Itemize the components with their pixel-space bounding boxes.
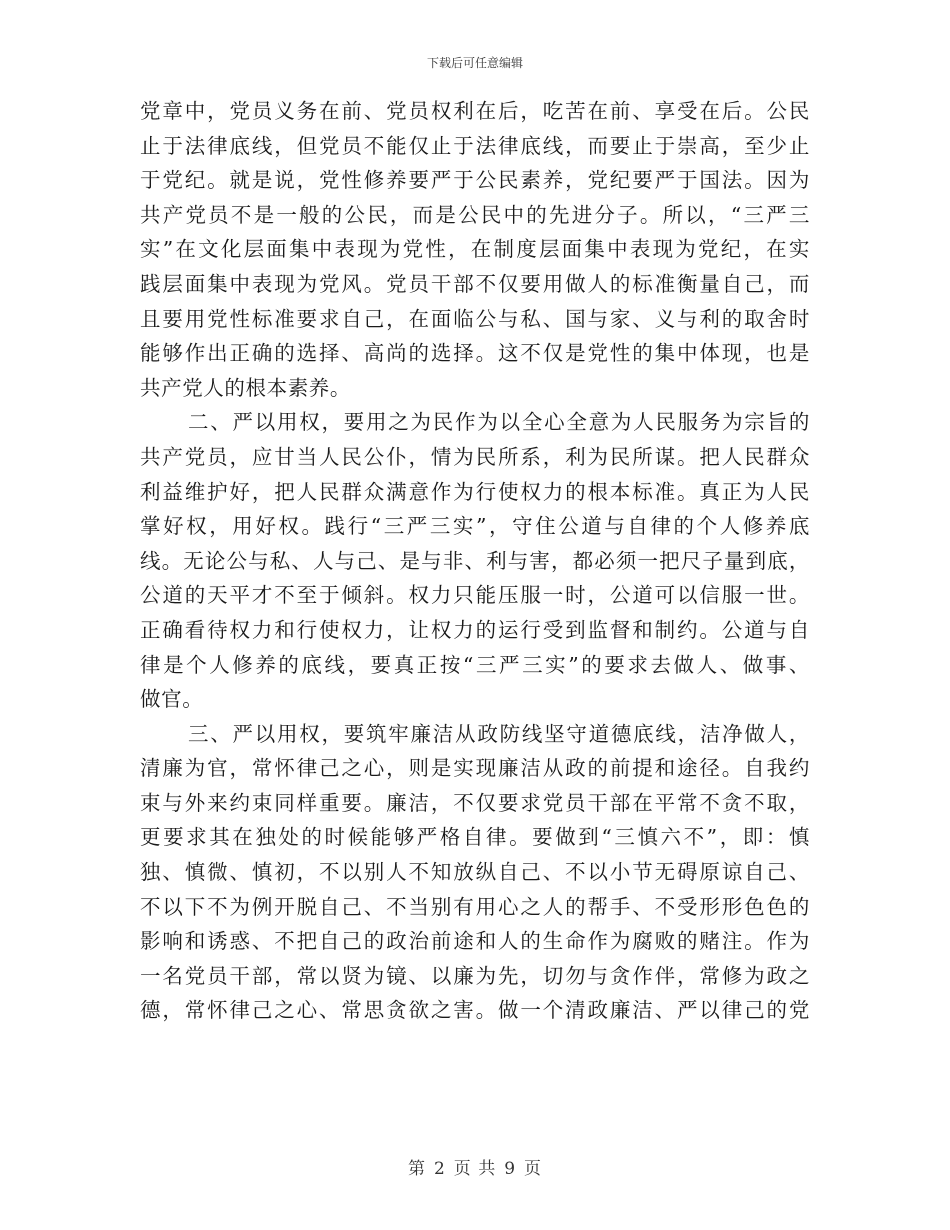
text-line: 且要用党性标准要求自己，在面临公与私、国与家、义与利的取舍时 bbox=[140, 306, 810, 331]
paragraph-start-line: 二、严以用权，要用之为民作为以全心全意为人民服务为宗旨的 bbox=[188, 410, 810, 435]
text-line: 践层面集中表现为党风。党员干部不仅要用做人的标准衡量自己，而 bbox=[140, 271, 810, 296]
page-footer bbox=[0, 1154, 950, 1179]
text-line: 德，常怀律己之心、常思贪欲之害。做一个清政廉洁、严以律己的党 bbox=[140, 998, 810, 1023]
text-line: 党章中，党员义务在前、党员权利在后，吃苦在前、享受在后。公民 bbox=[140, 99, 810, 123]
text-line: 利益维护好，把人民群众满意作为行使权力的根本标准。真正为人民 bbox=[140, 479, 810, 504]
text-line: 一名党员干部，常以贤为镜、以廉为先，切勿与贪作伴，常修为政之 bbox=[140, 963, 810, 988]
footer-middle: 页 共 bbox=[453, 1159, 497, 1179]
text-line: 共产党员，应甘当人民公仆，情为民所系，利为民所谋。把人民群众 bbox=[140, 444, 810, 469]
text-line: 独、慎微、慎初，不以别人不知放纵自己、不以小节无碍原谅自己、 bbox=[140, 860, 810, 885]
text-line: 正确看待权力和行使权力，让权力的运行受到监督和制约。公道与自 bbox=[140, 617, 810, 642]
paragraph-start-line: 三、严以用权，要筑牢廉洁从政防线坚守道德底线，洁净做人， bbox=[188, 721, 810, 746]
text-line: 影响和诱惑、不把自己的政治前途和人的生命作为腐败的赌注。作为 bbox=[140, 929, 810, 954]
page-header: 下载后可任意编辑 bbox=[426, 56, 523, 70]
footer-prefix: 第 bbox=[407, 1159, 426, 1179]
text-line: 更要求其在独处的时候能够严格自律。要做到“三慎六不”，即：慎 bbox=[140, 825, 810, 850]
text-line: 共产党人的根本素养。 bbox=[140, 375, 351, 400]
text-line: 线。无论公与私、人与己、是与非、利与害，都必须一把尺子量到底， bbox=[140, 548, 810, 573]
footer-suffix: 页 bbox=[524, 1159, 543, 1179]
text-line: 能够作出正确的选择、高尚的选择。这不仅是党性的集中体现，也是 bbox=[140, 341, 810, 366]
text-line: 律是个人修养的底线，要真正按“三严三实”的要求去做人、做事、 bbox=[140, 652, 810, 677]
current-page-number: 2 bbox=[433, 1159, 446, 1179]
text-line: 共产党员不是一般的公民，而是公民中的先进分子。所以，“三严三 bbox=[140, 202, 810, 227]
text-line: 掌好权，用好权。践行“三严三实”，守住公道与自律的个人修养底 bbox=[140, 514, 810, 539]
text-line: 公道的天平才不至于倾斜。权力只能压服一时，公道可以信服一世。 bbox=[140, 583, 810, 608]
text-line: 实”在文化层面集中表现为党性，在制度层面集中表现为党纪，在实 bbox=[140, 237, 810, 262]
total-pages-number: 9 bbox=[504, 1159, 517, 1179]
text-line: 做官。 bbox=[140, 687, 204, 712]
text-line: 不以下不为例开脱自己、不当别有用心之人的帮手、不受形形色色的 bbox=[140, 894, 810, 919]
text-line: 束与外来约束同样重要。廉洁，不仅要求党员干部在平常不贪不取， bbox=[140, 790, 810, 815]
text-line: 止于法律底线，但党员不能仅止于法律底线，而要止于崇高，至少止 bbox=[140, 133, 810, 158]
text-line: 于党纪。就是说，党性修养要严于公民素养，党纪要严于国法。因为 bbox=[140, 168, 810, 193]
text-line: 清廉为官，常怀律己之心，则是实现廉洁从政的前提和途径。自我约 bbox=[140, 756, 810, 781]
document-body bbox=[140, 94, 810, 1028]
